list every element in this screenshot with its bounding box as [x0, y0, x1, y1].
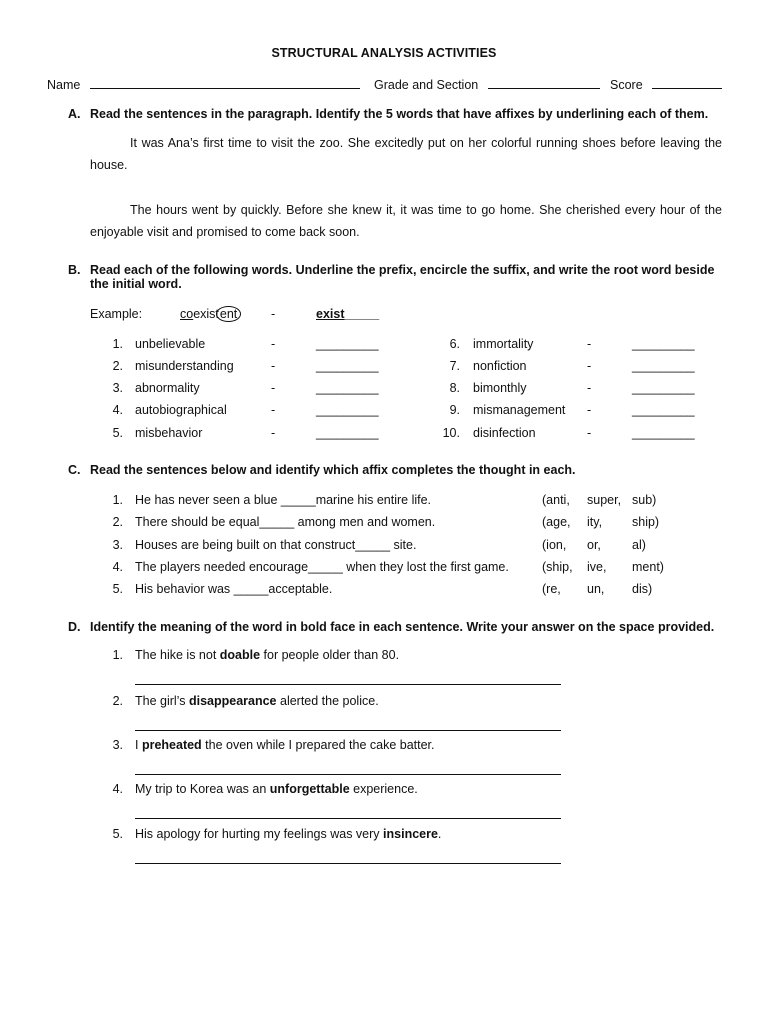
paragraph-1	[90, 132, 722, 176]
sentence-post: alerted the police.	[276, 694, 379, 708]
item-number: 5.	[112, 827, 123, 841]
section-c-instruction: Read the sentences below and identify which affix completes the thought in each.	[90, 463, 576, 477]
item-number: 3.	[112, 738, 123, 752]
bold-word: doable	[219, 648, 261, 662]
item-dash: -	[587, 426, 592, 440]
example-prefix: co	[180, 307, 194, 321]
item-number: 10.	[442, 426, 460, 440]
sentence-text: The players needed encourage_____ when they lost the first game.	[135, 560, 509, 574]
answer-blank[interactable]: _________	[316, 403, 379, 417]
item-dash: -	[587, 359, 592, 373]
answer-blank[interactable]: _________	[316, 359, 379, 373]
answer-line[interactable]	[135, 863, 561, 864]
sentence-text: There should be equal_____ among men and women.	[135, 515, 436, 529]
item-dash: -	[587, 381, 592, 395]
sentence-text: He has never seen a blue _____marine his entire life.	[135, 493, 432, 507]
section-d-letter: D.	[68, 620, 81, 634]
item-word: disinfection	[473, 426, 536, 440]
answer-line[interactable]	[135, 818, 561, 819]
affix-option: dis)	[632, 582, 653, 596]
item-dash: -	[587, 403, 592, 417]
score-label: Score	[610, 78, 643, 92]
affix-option: sub)	[632, 493, 657, 507]
item-number: 1.	[112, 648, 123, 662]
sentence-pre: His apology for hurting my feelings was very	[135, 827, 384, 841]
item-number: 4.	[112, 403, 123, 417]
answer-blank[interactable]: _________	[632, 426, 695, 440]
score-field[interactable]	[610, 76, 722, 92]
section-a-letter: A.	[68, 107, 81, 121]
item-word: unbelievable	[135, 337, 206, 351]
example-label: Example:	[90, 307, 143, 321]
paragraph-2-line-1: The hours went by quickly. Before she knew it, it was time to go home. She cherished every hour of the	[130, 203, 722, 217]
score-line	[652, 76, 722, 89]
sentence-pre: The hike is not	[135, 648, 220, 662]
name-label: Name	[47, 78, 81, 92]
item-number: 5.	[112, 582, 123, 596]
sentence-post: .	[437, 827, 442, 841]
sentence	[135, 738, 435, 752]
answer-blank[interactable]: _________	[632, 381, 695, 395]
paragraph-2	[90, 199, 722, 243]
item-dash: -	[587, 337, 592, 351]
item-number: 8.	[449, 381, 460, 395]
item-dash: -	[271, 426, 276, 440]
affix-option: or,	[587, 538, 601, 552]
answer-line[interactable]	[135, 684, 561, 685]
sentence-pre: My trip to Korea was an	[135, 782, 270, 796]
item-number: 2.	[112, 694, 123, 708]
item-number: 3.	[112, 538, 123, 552]
example-root: exist	[193, 307, 219, 321]
paragraph-1-line-2: house.	[90, 158, 128, 172]
example-answer-word: exist	[316, 307, 345, 321]
example-dash: -	[271, 307, 276, 321]
bold-word: insincere	[383, 827, 438, 841]
sentence	[135, 827, 441, 841]
section-d-instruction: Identify the meaning of the word in bold face in each sentence. Write your answer on the space provided.	[90, 620, 715, 634]
sentence-text: His behavior was _____acceptable.	[135, 582, 333, 596]
sentence-pre: The girl’s	[135, 694, 189, 708]
sentence-post: the oven while I prepared the cake batter.	[201, 738, 435, 752]
affix-option: (age,	[542, 515, 571, 529]
bold-word: disappearance	[188, 694, 277, 708]
affix-option: ship)	[632, 515, 660, 529]
item-dash: -	[271, 381, 276, 395]
answer-blank[interactable]: _________	[316, 426, 379, 440]
item-word: nonfiction	[473, 359, 527, 373]
section-b-instruction-line-2: the initial word.	[90, 277, 182, 291]
section-b-instruction-line-1: Read each of the following words. Underline the prefix, encircle the suffix, and write the root word beside	[90, 263, 715, 277]
answer-blank[interactable]: _________	[316, 381, 379, 395]
paragraph-2-line-2: enjoyable visit and promised to come back soon.	[90, 225, 360, 239]
grade-label: Grade and Section	[374, 78, 479, 92]
answer-blank[interactable]: _________	[632, 403, 695, 417]
sentence	[135, 648, 399, 662]
item-number: 5.	[112, 426, 123, 440]
item-number: 4.	[112, 560, 123, 574]
grade-field[interactable]	[374, 76, 600, 92]
item-word: bimonthly	[473, 381, 527, 395]
section-b-letter: B.	[68, 263, 81, 277]
answer-blank[interactable]: _________	[632, 359, 695, 373]
answer-line[interactable]	[135, 774, 561, 775]
affix-option: un,	[587, 582, 605, 596]
affix-option: (ion,	[542, 538, 567, 552]
grade-line	[488, 76, 600, 89]
affix-option: ity,	[587, 515, 603, 529]
item-word: abnormality	[135, 381, 200, 395]
item-number: 1.	[112, 493, 123, 507]
answer-blank[interactable]: _________	[632, 337, 695, 351]
item-dash: -	[271, 403, 276, 417]
sentence	[135, 782, 418, 796]
page-title: STRUCTURAL ANALYSIS ACTIVITIES	[271, 46, 497, 60]
bold-word: unforgettable	[269, 782, 350, 796]
sentence-text: Houses are being built on that construct_____ site.	[135, 538, 417, 552]
item-number: 2.	[112, 359, 123, 373]
affix-option: super,	[587, 493, 622, 507]
affix-option: (re,	[542, 582, 561, 596]
example-word	[180, 307, 238, 321]
bold-word: preheated	[141, 738, 202, 752]
affix-option: al)	[632, 538, 646, 552]
sentence-pre: I	[135, 738, 142, 752]
item-dash: -	[271, 337, 276, 351]
affix-option: ive,	[587, 560, 607, 574]
section-c-letter: C.	[68, 463, 81, 477]
item-word: immortality	[473, 337, 534, 351]
affix-option: ment)	[632, 560, 664, 574]
item-word: misunderstanding	[135, 359, 234, 373]
item-number: 2.	[112, 515, 123, 529]
item-number: 4.	[112, 782, 123, 796]
item-number: 9.	[449, 403, 460, 417]
example-suffix: ent	[216, 306, 241, 322]
example-answer	[316, 307, 379, 321]
sentence-post: for people older than 80.	[260, 648, 400, 662]
paragraph-1-line-1: It was Ana’s first time to visit the zoo. She excitedly put on her colorful running shoes before leaving the	[130, 136, 722, 150]
item-number: 6.	[449, 337, 460, 351]
section-a-instruction: Read the sentences in the paragraph. Identify the 5 words that have affixes by underlining each of them.	[90, 107, 709, 121]
sentence	[135, 694, 379, 708]
example-answer-blank: _____	[344, 307, 380, 321]
sentence-post: experience.	[349, 782, 418, 796]
item-dash: -	[271, 359, 276, 373]
name-field[interactable]	[47, 76, 360, 92]
name-line	[90, 76, 360, 89]
item-number: 3.	[112, 381, 123, 395]
item-word: autobiographical	[135, 403, 227, 417]
item-number: 1.	[112, 337, 123, 351]
item-number: 7.	[449, 359, 460, 373]
answer-blank[interactable]: _________	[316, 337, 379, 351]
affix-option: (ship,	[542, 560, 573, 574]
item-word: mismanagement	[473, 403, 566, 417]
affix-option: (anti,	[542, 493, 570, 507]
item-word: misbehavior	[135, 426, 203, 440]
answer-line[interactable]	[135, 730, 561, 731]
